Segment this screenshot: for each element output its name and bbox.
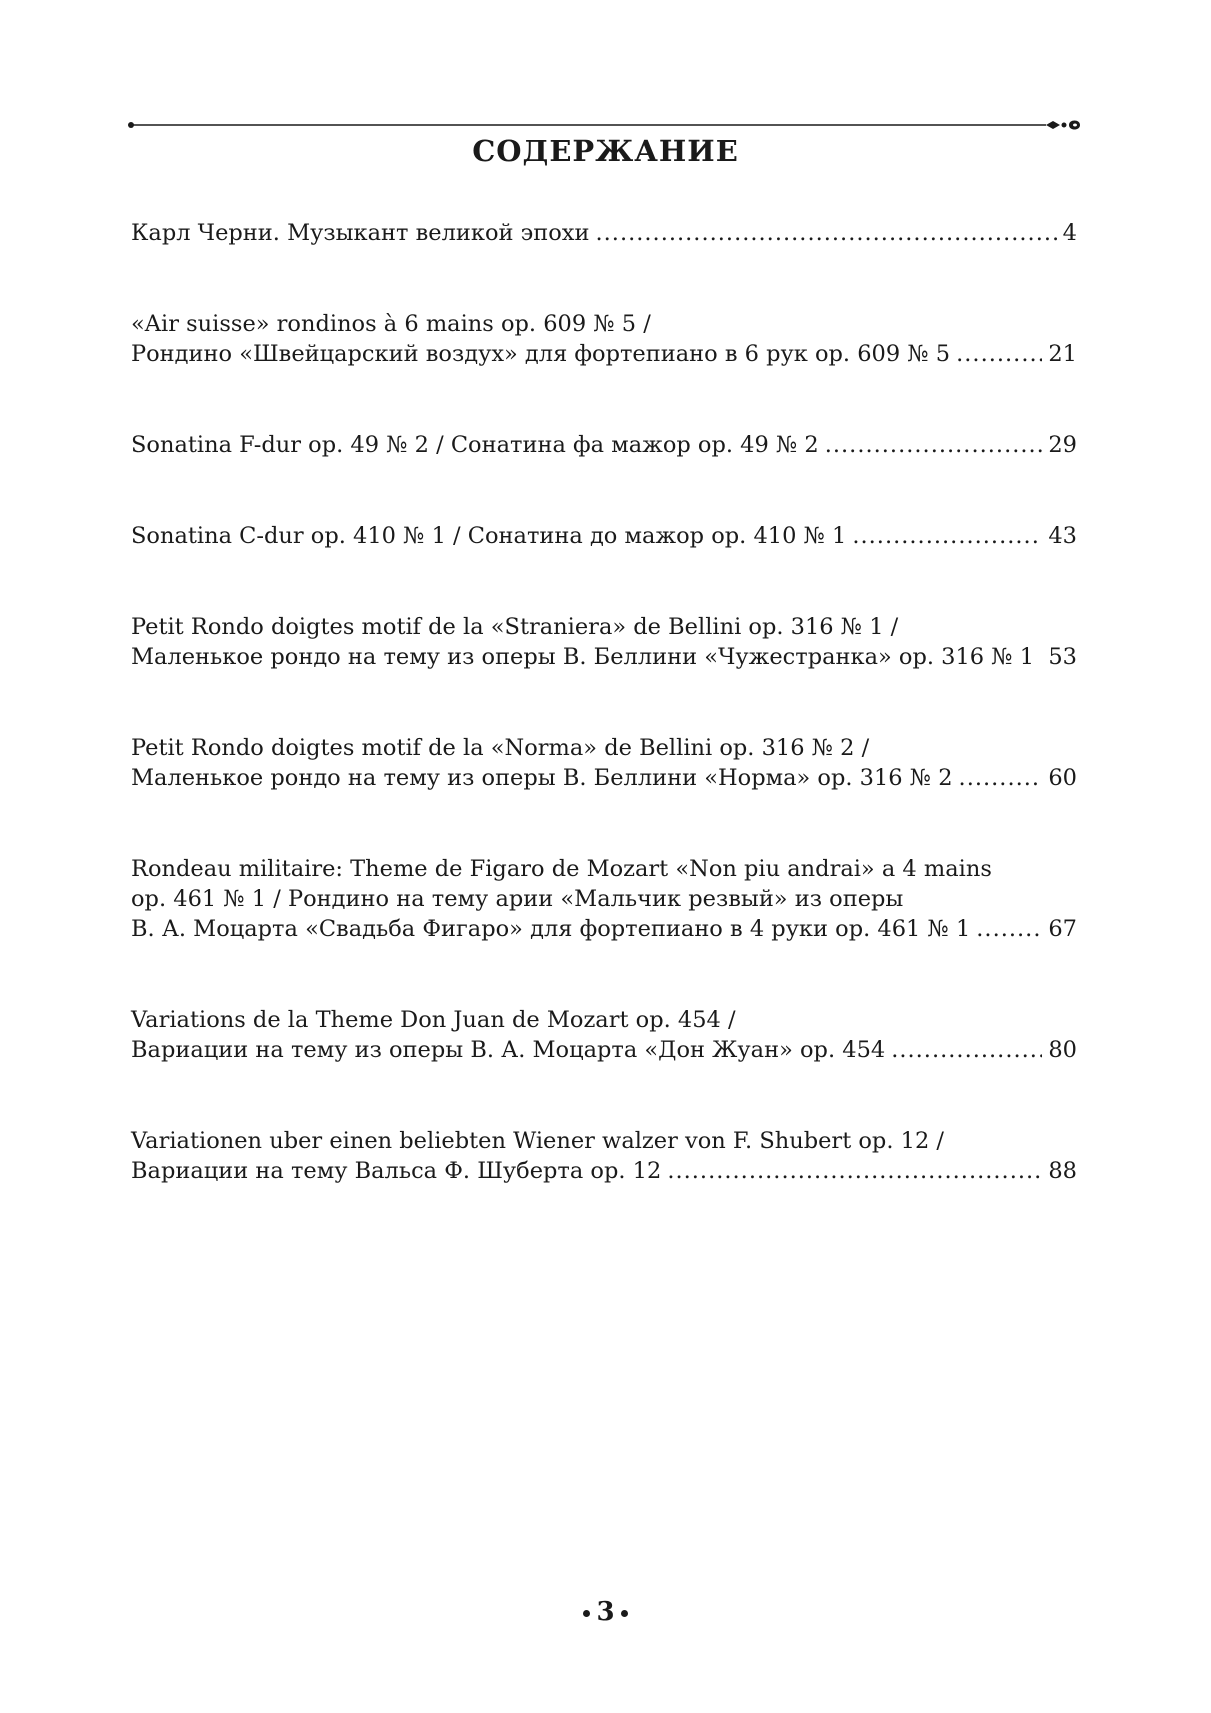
- toc-entry-text: В. А. Моцарта «Свадьба Фигаро» для фортепиано в 4 руки op. 461 № 1: [131, 916, 971, 942]
- dot-leader: [852, 521, 1042, 551]
- toc-entry: [131, 309, 1077, 369]
- toc-entry-text: Карл Черни. Музыкант великой эпохи: [131, 220, 590, 246]
- toc-entry-line: [131, 914, 1077, 944]
- toc-entry-line: [131, 1005, 1077, 1035]
- toc-page-number: 21: [1048, 341, 1077, 367]
- dot-leader: [667, 1156, 1042, 1186]
- toc-entry-text: op. 461 № 1 / Рондино на тему арии «Мальчик резвый» из оперы: [131, 886, 904, 912]
- toc-entry-text: Rondeau militaire: Theme de Figaro de Mozart «Non piu andrai» a 4 mains: [131, 856, 992, 882]
- toc-entry-line: [131, 854, 1077, 884]
- toc-entry-line: [131, 612, 1077, 642]
- toc-entry-text: Petit Rondo doigtes motif de la «Straniera» de Bellini op. 316 № 1 /: [131, 614, 899, 640]
- toc-entry-text: Sonatina C-dur op. 410 № 1 / Сонатина до мажор op. 410 № 1: [131, 523, 847, 549]
- toc-entry-text: «Air suisse» rondinos à 6 mains op. 609 № 5 /: [131, 311, 651, 337]
- toc-entry-text: Вариации на тему из оперы В. А. Моцарта «Дон Жуан» op. 454: [131, 1037, 886, 1063]
- toc-entry-text: Sonatina F-dur op. 49 № 2 / Сонатина фа мажор op. 49 № 2: [131, 432, 819, 458]
- toc-entry-text: Petit Rondo doigtes motif de la «Norma» de Bellini op. 316 № 2 /: [131, 735, 870, 761]
- toc-entry: [131, 612, 1077, 672]
- toc-entry-line: [131, 733, 1077, 763]
- toc-entry-line: [131, 884, 1077, 914]
- toc-entry-text: Вариации на тему Вальса Ф. Шуберта op. 12: [131, 1158, 662, 1184]
- dot-leader: [825, 430, 1043, 460]
- dot-leader: [956, 339, 1042, 369]
- toc-page-number: 60: [1048, 765, 1077, 791]
- dot-leader: [959, 763, 1043, 793]
- toc-entry: [131, 854, 1077, 944]
- dot-leader: [1040, 642, 1042, 672]
- toc-entry-line: [131, 309, 1077, 339]
- dot-leader: [891, 1035, 1042, 1065]
- toc-entry-text: Рондино «Швейцарский воздух» для фортепиано в 6 рук op. 609 № 5: [131, 341, 951, 367]
- toc-entry-line: [131, 521, 1077, 551]
- toc-entry-text: Variationen uber einen beliebten Wiener walzer von F. Shubert op. 12 /: [131, 1128, 944, 1154]
- toc-page-number: 67: [1048, 916, 1077, 942]
- table-of-contents: [131, 218, 1077, 1186]
- dot-leader: [595, 218, 1056, 248]
- toc-page-number: 88: [1048, 1158, 1077, 1184]
- page-number: [0, 1597, 1211, 1627]
- folio-dot-left: [583, 1610, 590, 1617]
- toc-entry: [131, 1005, 1077, 1065]
- page-number-value: 3: [596, 1597, 615, 1627]
- toc-entry: [131, 430, 1077, 460]
- toc-page-number: 80: [1048, 1037, 1077, 1063]
- toc-page-number: 43: [1048, 523, 1077, 549]
- toc-page-number: 4: [1062, 220, 1077, 246]
- toc-entry-line: [131, 1156, 1077, 1186]
- folio-dot-right: [621, 1610, 628, 1617]
- toc-entry-line: [131, 339, 1077, 369]
- toc-page-number: 53: [1048, 644, 1077, 670]
- toc-entry-line: [131, 642, 1077, 672]
- toc-entry: [131, 1126, 1077, 1186]
- toc-entry: [131, 733, 1077, 793]
- toc-page-number: 29: [1048, 432, 1077, 458]
- toc-entry-line: [131, 218, 1077, 248]
- toc-entry-line: [131, 430, 1077, 460]
- toc-entry-text: Маленькое рондо на тему из оперы В. Беллини «Норма» op. 316 № 2: [131, 765, 953, 791]
- toc-entry-line: [131, 1035, 1077, 1065]
- toc-title: СОДЕРЖАНИЕ: [472, 134, 739, 168]
- toc-entry-text: Variations de la Theme Don Juan de Mozart op. 454 /: [131, 1007, 736, 1033]
- header-ornament-rule: [128, 116, 1083, 134]
- toc-entry: [131, 521, 1077, 551]
- toc-entry-line: [131, 763, 1077, 793]
- dot-leader: [976, 914, 1042, 944]
- toc-entry-line: [131, 1126, 1077, 1156]
- toc-entry-text: Маленькое рондо на тему из оперы В. Беллини «Чужестранка» op. 316 № 1: [131, 644, 1035, 670]
- toc-entry: [131, 218, 1077, 248]
